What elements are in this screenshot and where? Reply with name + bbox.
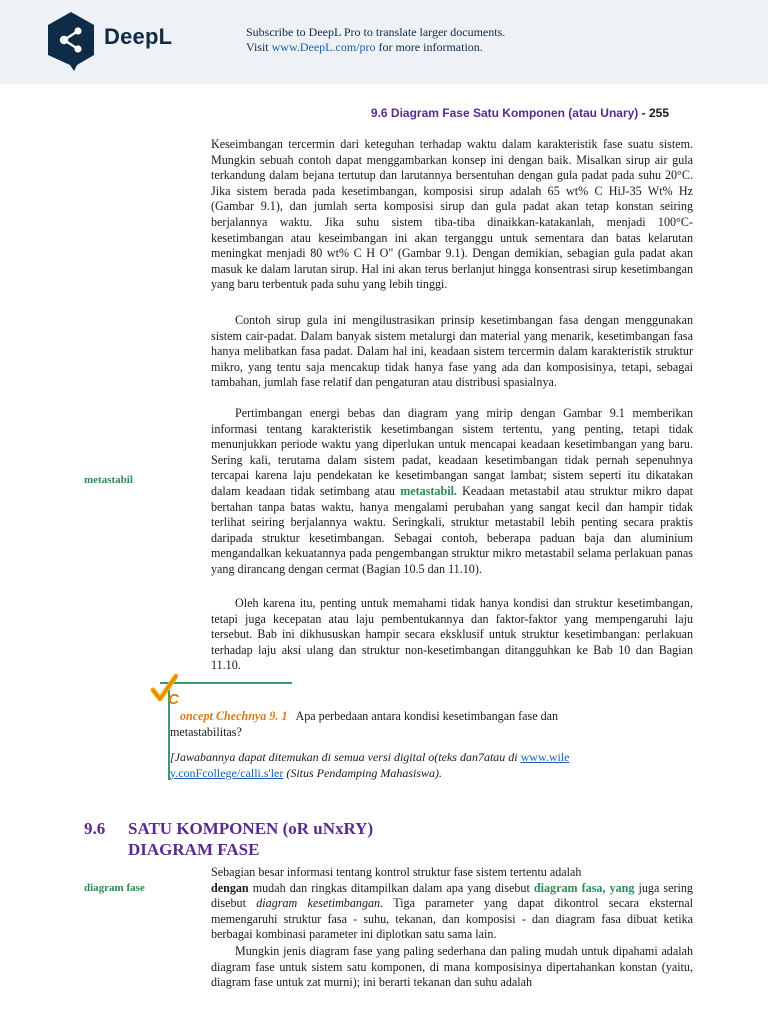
deepl-banner	[0, 0, 768, 84]
deepl-logo-text[interactable]: DeepL	[104, 24, 173, 49]
concept-check-top-rule	[160, 682, 292, 684]
section-bold-word: dengan	[211, 880, 249, 895]
concept-check-answer	[170, 750, 610, 781]
page-number: - 255	[638, 106, 669, 120]
paragraph-3-text-a: Pertimbangan energi bebas dan diagram yang mirip dengan Gambar 9.1 memberikan informasi tentang karakteristik kesetimbangan sistem tertentu, yang penting, tetapi tidak menunjukkan periode waktu yang diperlukan untuk mencapai keadaan kesetimbangan yang baru. Sering kali, terutama dalam sistem padat, keadaan kesetimbangan tidak pernah sepenuhnya tercapai karena laju pendekatan ke kesetimbangan sangat lambat; sistem seperti itu dikatakan dalam keadaan tidak setimbang atau	[211, 406, 693, 498]
banner-line-2	[246, 40, 505, 55]
paragraph-1: Keseimbangan tercermin dari keteguhan terhadap waktu dalam karakteristik fase suatu sistem. Mungkin sebuah contoh dapat menggambarkan konsep ini dengan baik. Misalkan sirup air gula terkandung dalam bejana tertutup dan larutannya bersentuhan dengan gula padat pada suhu 20°C. Jika sistem berada pada kesetimbangan, komposisi sirup adalah 65 wt% C HiJ-35 Wt% Hz (Gambar 9.1), dan jumlah serta komposisi sirup dan gula padat akan tetap konstan seiring berjalannya waktu. Jika suhu sistem tiba-tiba dinaikkan-katakanlah, menjadi 100°C- kesetimbangan atau keseimbangan ini akan terganggu untuk sementara dan batas kelarutan meningkat menjadi 80 wt% C H O" (Gambar 9.1). Dengan demikian, sebagian gula padat akan masuk ke dalam larutan sirup. Hal ini akan terus berlanjut hingga konsentrasi sirup kesetimbangan yang baru terbentuk pada suhu yang lebih tinggi.	[211, 137, 693, 292]
margin-term-diagram-fase: diagram fase	[84, 882, 145, 894]
running-head	[371, 106, 669, 120]
banner-message	[246, 25, 505, 55]
banner-line-1: Subscribe to DeepL Pro to translate larger documents.	[246, 25, 506, 39]
section-sentence-1: Sebagian besar informasi tentang kontrol struktur fase sistem tertentu adalah	[211, 865, 582, 879]
section-heading	[84, 818, 373, 860]
deepl-pro-link[interactable]: www.DeepL.com/pro	[271, 40, 376, 54]
concept-check-label: oncept Chechnya 9. 1	[180, 709, 288, 723]
paragraph-3	[211, 406, 693, 578]
section-title-line-1: SATU KOMPONEN (oR uNxRY)	[128, 819, 374, 838]
banner-visit-text: Visit	[246, 40, 272, 54]
answer-text-b: (Situs Pendamping Mahasiswa).	[283, 765, 443, 780]
paragraph-2: Contoh sirup gula ini mengilustrasikan prinsip kesetimbangan fasa dengan menggunakan sistem cair-padat. Dalam banyak sistem metalurgi dan material yang menarik, kesetimbangan fasa hanya melibatkan fasa padat. Dalam hal ini, keadaan sistem tercermin dalam karakteristik struktur mikro, yang tentu saja mencakup tidak hanya fase yang ada dan komposisinya, tetapi, sebagai tambahan, jumlah fase relatif dan pengaturan atau distribusi spasialnya.	[211, 313, 693, 390]
section-italic-term: diagram kesetimbangan.	[256, 896, 384, 911]
section-paragraph-2: Mungkin jenis diagram fase yang paling sederhana dan paling mudah untuk dipahami adalah diagram fase untuk sistem satu komponen, di mana komposisinya dipertahankan konstan (yaitu, diagram fase untuk zat murni); ini berarti tekanan dan suhu adalah	[211, 944, 693, 990]
keyword-diagram-fasa: diagram fasa, yang	[533, 880, 635, 895]
banner-suffix-text: for more information.	[375, 40, 483, 54]
section-title-line-2: DIAGRAM FASE	[128, 840, 260, 859]
concept-check-c-letter: C	[168, 691, 179, 708]
section-text-a: mudah dan ringkas ditampilkan dalam apa yang disebut	[248, 880, 534, 895]
answer-text-a: [Jawabannya dapat ditemukan di semua versi digital o(teks dan7atau di	[170, 750, 521, 764]
section-number: 9.6	[84, 819, 106, 838]
concept-check-question	[170, 709, 620, 740]
section-paragraph-1	[211, 865, 693, 943]
paragraph-3-text-b: Keadaan metastabil atau struktur mikro dapat bertahan tanpa batas waktu, hanya mengalami perubahan yang sangat kecil dan hampir tidak terlihat seiring berjalannya waktu. Seringkali, struktur metastabil lebih penting secara praktis daripada struktur kesetimbangan. Sebagai contoh, beberapa paduan baja dan aluminium mengandalkan kekuatannya pada pengembangan struktur mikro metastabil selama perlakuan panas yang dirancang dengan cermat (Bagian 10.5 dan 11.10).	[211, 483, 693, 576]
concept-check-question-text: Apa perbedaan antara kondisi kesetimbangan fase dan metastabilitas?	[170, 709, 559, 739]
keyword-metastabil: metastabil.	[400, 483, 457, 498]
section-text-c: Tiga parameter yang dapat dikontrol secara eksternal memengaruhi struktur fasa - suhu, tekanan, dan komposisi - dan diagram fasa dibuat ketika berbagai kombinasi parameter ini diplotkan satu sama lain.	[211, 896, 693, 942]
paragraph-4: Oleh karena itu, penting untuk memahami tidak hanya kondisi dan struktur kesetimbangan, tetapi juga kecepatan atau laju pembentukannya dan faktor-faktor yang mempengaruhi laju tersebut. Bab ini dikhususkan hampir secara eksklusif untuk struktur kesetimbangan: perlakuan terhadap laju aksi ulang dan struktur non-kesetimbangan ditangguhkan ke Bab 10 dan Bagian 11.10.	[211, 596, 693, 673]
deepl-logo-icon[interactable]	[46, 11, 96, 71]
companion-site-link[interactable]: www.wile y.conFcollege/calli.s'ler	[170, 750, 570, 780]
margin-term-metastabil: metastabil	[84, 474, 133, 486]
section-text-b: juga sering disebut	[211, 880, 693, 911]
running-head-title: 9.6 Diagram Fase Satu Komponen (atau Unary)	[370, 106, 639, 120]
concept-check-box	[150, 682, 620, 782]
